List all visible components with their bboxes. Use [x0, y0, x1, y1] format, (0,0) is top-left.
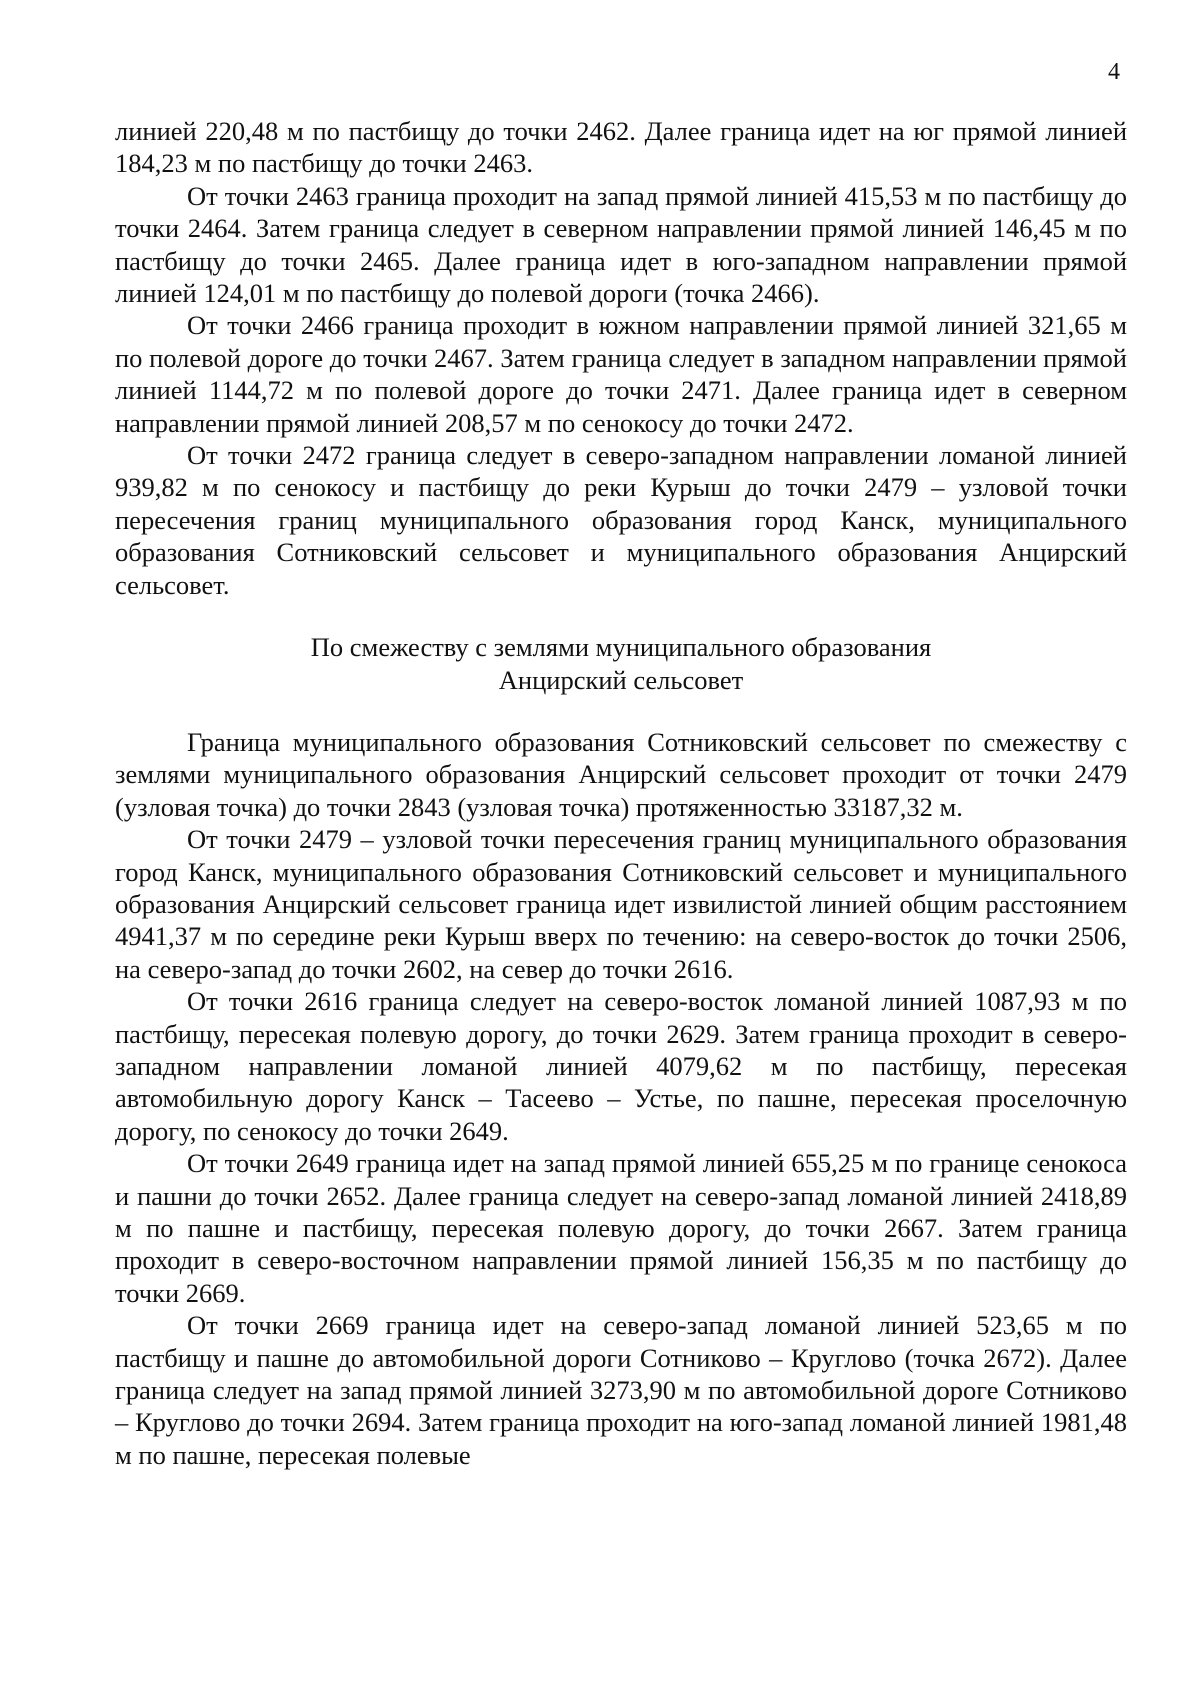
- paragraph: От точки 2466 граница проходит в южном направлении прямой линией 321,65 м по полевой дороге до точки 2467. Затем граница следует в западном направлении прямой линией 1144,72 м по полевой дороге до точки 2471. Далее граница идет в северном направлении прямой линией 208,57 м по сенокосу до точки 2472.: [115, 310, 1127, 438]
- paragraph: От точки 2463 граница проходит на запад прямой линией 415,53 м по пастбищу до точки 2464. Затем граница следует в северном направлении прямой линией 146,45 м по пастбищу до точки 2465. Далее граница идет в юго-западном направлении прямой линией 124,01 м по пастбищу до полевой дороги (точка 2466).: [115, 180, 1127, 309]
- paragraph: Граница муниципального образования Сотниковский сельсовет по смежеству с землями муниципального образования Анцирский сельсовет проходит от точки 2479 (узловая точка) до точки 2843 (узловая точка) протяженностью 33187,32 м.: [115, 726, 1127, 822]
- paragraph: От точки 2649 граница идет на запад прямой линией 655,25 м по границе сенокоса и пашни до точки 2652. Далее граница следует на северо-запад ломаной линией 2418,89 м по пашне и пастбищу, пересекая полевую дорогу, до точки 2667. Затем граница проходит в северо-восточном направлении прямой линией 156,35 м по пастбищу до точки 2669.: [115, 1148, 1127, 1308]
- paragraph: От точки 2616 граница следует на северо-восток ломаной линией 1087,93 м по пастбищу, пересекая полевую дорогу, до точки 2629. Затем граница проходит в северо-западном направлении ломаной линией 4079,62 м по пастбищу, пересекая автомобильную дорогу Канск – Тасеево – Устье, по пашне, пересекая проселочную дорогу, по сенокосу до точки 2649.: [115, 986, 1127, 1146]
- paragraph-continuation: линией 220,48 м по пастбищу до точки 2462. Далее граница идет на юг прямой линией 184,23 м по пастбищу до точки 2463.: [115, 116, 1127, 179]
- paragraph: От точки 2472 граница следует в северо-западном направлении ломаной линией 939,82 м по сенокосу и пастбищу до реки Курыш до точки 2479 – узловой точки пересечения границ муниципального образования город Канск, муниципального образования Сотниковский сельсовет и муниципального образования Анцирский сельсовет.: [115, 440, 1127, 600]
- section-heading-line-2: Анцирский сельсовет: [498, 664, 744, 695]
- page-number: 4: [1108, 59, 1120, 85]
- paragraph: От точки 2479 – узловой точки пересечения границ муниципального образования город Канск, муниципального образования Сотниковский сельсовет и муниципального образования Анцирский сельсовет граница идет извилистой линией общим расстоянием 4941,37 м по середине реки Курыш вверх по течению: на северо-восток до точки 2506, на северо-запад до точки 2602, на север до точки 2616.: [115, 824, 1127, 984]
- section-heading-line-1: По смежеству с землями муниципального образования: [310, 632, 932, 663]
- document-body: [115, 115, 1127, 1471]
- section-heading: [115, 631, 1127, 696]
- paragraph: От точки 2669 граница идет на северо-запад ломаной линией 523,65 м по пастбищу и пашне до автомобильной дороги Сотниково – Круглово (точка 2672). Далее граница следует на запад прямой линией 3273,90 м по автомобильной дороге Сотниково – Круглово до точки 2694. Затем граница проходит на юго-запад ломаной линией 1981,48 м по пашне, пересекая полевые: [115, 1310, 1127, 1470]
